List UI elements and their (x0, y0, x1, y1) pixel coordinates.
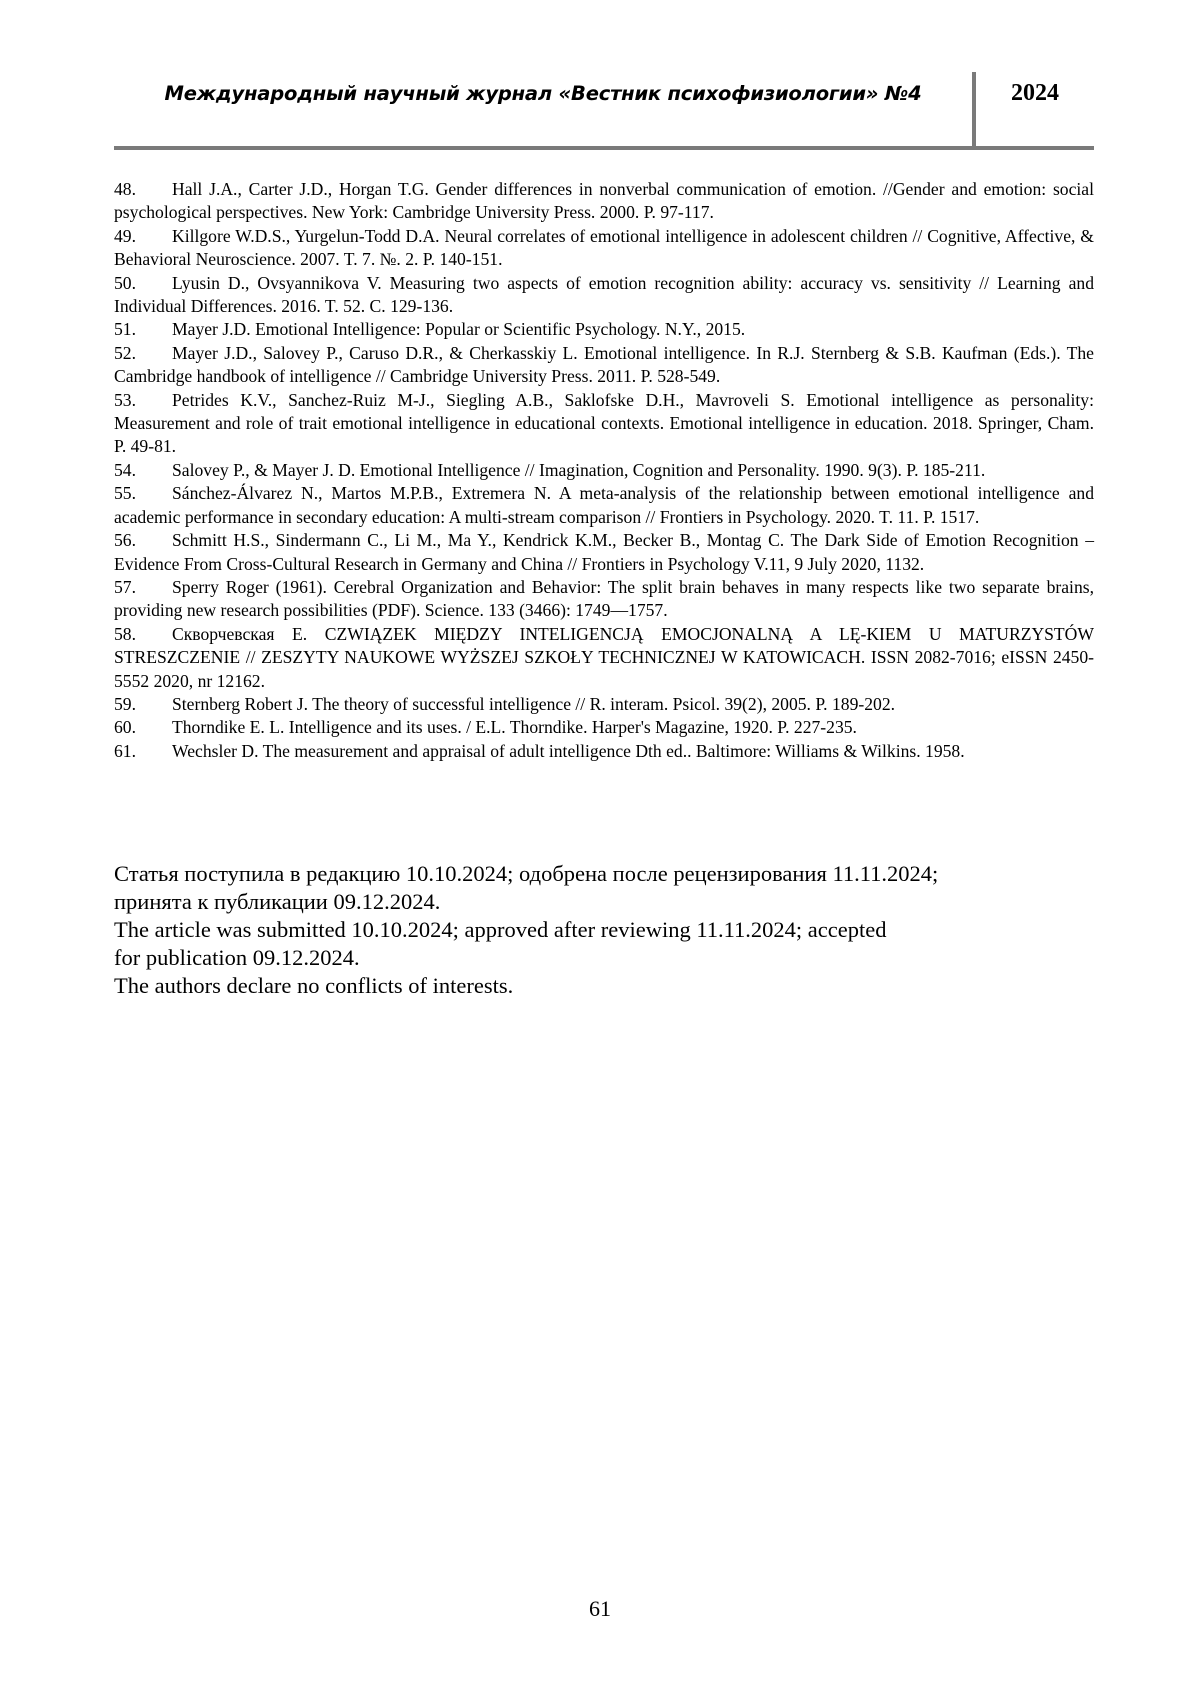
reference-text: Thorndike E. L. Intelligence and its uses. / E.L. Thorndike. Harper's Magazine, 1920. P. 227-235. (172, 717, 857, 738)
received-note-en: The article was submitted 10.10.2024; approved after reviewing 11.11.2024; accepted (114, 917, 887, 942)
reference-number: 61. (114, 740, 136, 761)
reference-number: 57. (114, 576, 136, 597)
journal-title: Международный научный журнал «Вестник психофизиологии» №4 (164, 82, 922, 105)
reference-item (114, 693, 1094, 716)
reference-number: 55. (114, 483, 136, 504)
reference-text: Mayer J.D. Emotional Intelligence: Popular or Scientific Psychology. N.Y., 2015. (172, 319, 746, 340)
header-rule (114, 146, 1094, 150)
reference-text: Killgore W.D.S., Yurgelun-Todd D.A. Neural correlates of emotional intelligence in adolescent children // Cognitive, Affective, & Behavioral Neuroscience. 2007. T. 7. №. 2. P. 140-151. (114, 225, 1094, 270)
conflicts-statement: The authors declare no conflicts of interests. (114, 973, 514, 998)
received-note-ru: Статья поступила в редакцию 10.10.2024; одобрена после рецензирования 11.11.2024; (114, 861, 939, 886)
reference-text: Sperry Roger (1961). Cerebral Organization and Behavior: The split brain behaves in many respects like two separate brains, providing new research possibilities (PDF). Science. 133 (3466): 1749—1757. (114, 576, 1094, 621)
reference-item (114, 342, 1094, 389)
reference-number: 50. (114, 272, 136, 293)
reference-number: 49. (114, 225, 136, 246)
reference-item (114, 740, 1094, 763)
article-notes (114, 860, 1094, 1000)
reference-item (114, 716, 1094, 739)
reference-text: Hall J.A., Carter J.D., Horgan T.G. Gender differences in nonverbal communication of emotion. //Gender and emotion: social psychological perspectives. New York: Cambridge University Press. 2000. P. 97-117. (114, 179, 1094, 223)
reference-text: Mayer J.D., Salovey P., Caruso D.R., & Cherkasskiy L. Emotional intelligence. In R.J. Sternberg & S.B. Kaufman (Eds.). The Cambridge handbook of intelligence // Cambridge University Press. 2011. P. 528-549. (114, 342, 1094, 387)
reference-text: Petrides K.V., Sanchez-Ruiz M-J., Siegling A.B., Saklofske D.H., Mavroveli S. Emotional intelligence as personality: Measurement and role of trait emotional intelligence in educational contexts. Emotional intelligence in education. 2018. Springer, Cham. P. 49-81. (114, 389, 1094, 457)
reference-number: 48. (114, 179, 136, 199)
reference-item (114, 178, 1094, 225)
reference-number: 51. (114, 319, 136, 340)
reference-number: 60. (114, 717, 136, 738)
reference-text: Salovey P., & Mayer J. D. Emotional Intelligence // Imagination, Cognition and Personality. 1990. 9(3). P. 185-211. (172, 459, 986, 480)
reference-item (114, 272, 1094, 319)
header-year: 2024 (1011, 80, 1059, 106)
reference-number: 52. (114, 342, 136, 363)
reference-list (114, 178, 1094, 763)
reference-text: Скворчевская E. CZWIĄZEK MIĘDZY INTELIGENCJĄ EMOCJONALNĄ A LĘ-KIEM U MATURZYSTÓW STRESZCZENIE // ZESZYTY NAUKOWE WYŻSZEJ SZKOŁY TECHNICZNEJ W KATOWICACH. ISSN 2082-7016; eISSN 2450-5552 2020, nr 12162. (114, 623, 1094, 691)
published-note-en: for publication 09.12.2024. (114, 945, 360, 970)
reference-number: 54. (114, 459, 136, 480)
reference-text: Sánchez-Álvarez N., Martos M.P.B., Extremera N. A meta-analysis of the relationship between emotional intelligence and academic performance in secondary education: A multi-stream comparison // Frontiers in Psychology. 2020. T. 11. P. 1517. (114, 483, 1094, 527)
reference-item (114, 318, 1094, 341)
reference-item (114, 389, 1094, 459)
reference-number: 59. (114, 693, 136, 714)
reference-text: Wechsler D. The measurement and appraisal of adult intelligence Dth ed.. Baltimore: Williams & Wilkins. 1958. (172, 740, 965, 761)
reference-text: Sternberg Robert J. The theory of successful intelligence // R. interam. Psicol. 39(2), 2005. P. 189-202. (172, 693, 896, 714)
reference-item (114, 482, 1094, 529)
page-header (114, 72, 1094, 152)
reference-item (114, 459, 1094, 482)
reference-number: 56. (114, 530, 136, 551)
page-number: 61 (589, 1596, 611, 1621)
reference-number: 53. (114, 389, 136, 410)
published-note-ru: принята к публикации 09.12.2024. (114, 889, 441, 914)
reference-item (114, 576, 1094, 623)
reference-item (114, 225, 1094, 272)
reference-text: Lyusin D., Ovsyannikova V. Measuring two aspects of emotion recognition ability: accuracy vs. sensitivity // Learning and Individual Differences. 2016. T. 52. C. 129-136. (114, 272, 1094, 317)
reference-item (114, 623, 1094, 693)
reference-text: Schmitt H.S., Sindermann C., Li M., Ma Y., Kendrick K.M., Becker B., Montag C. The Dark Side of Emotion Recognition – Evidence From Cross-Cultural Research in Germany and China // Frontiers in Psychology V.11, 9 July 2020, 1132. (114, 530, 1094, 574)
reference-number: 58. (114, 623, 136, 644)
reference-item (114, 529, 1094, 576)
